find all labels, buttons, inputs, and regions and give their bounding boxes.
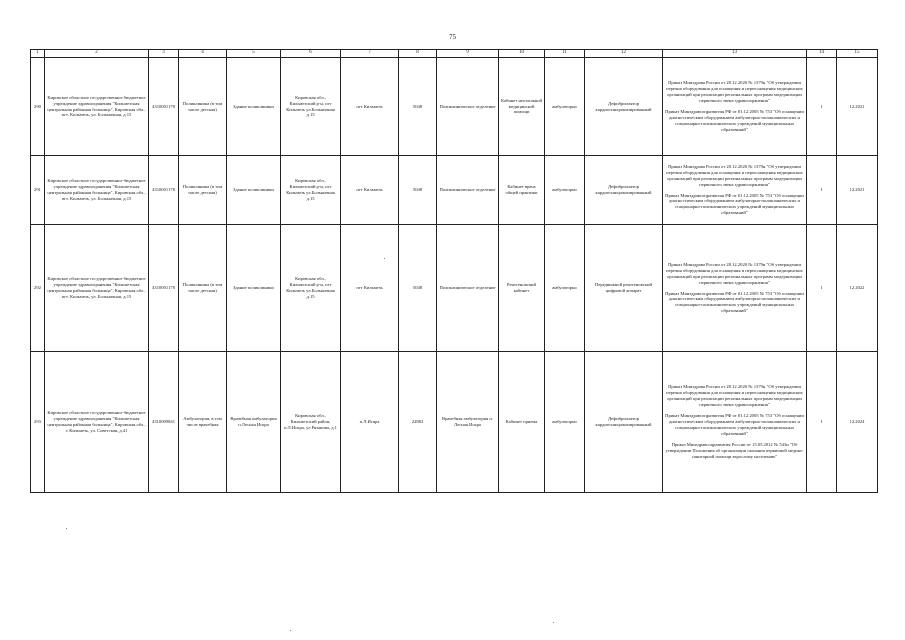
column-header: 12 xyxy=(585,50,663,58)
column-header: 1 xyxy=(31,50,45,58)
care-type-cell: амбулаторно xyxy=(545,58,585,156)
equipment-cell: Дефибриллятор кардиосинхронизированный xyxy=(585,352,663,493)
care-type-cell: амбулаторно xyxy=(545,156,585,225)
locality-cell: пгт Кильмезь xyxy=(341,225,399,352)
column-header: 10 xyxy=(499,50,545,58)
equipment-cell: Передвижной рентгеновский цифровой аппарат xyxy=(585,225,663,352)
column-header: 9 xyxy=(437,50,499,58)
column-header: 8 xyxy=(399,50,437,58)
basis-paragraph: Приказ Минздравсоцразвития РФ от 01.12.2005 № 753 "Об оснащении диагностическим оборудованием амбулаторно-поликлинических и стационарно-поликлинических учреждений муниципальных образований" xyxy=(665,109,804,132)
cabinet-cell: Кабинет врача общей практики xyxy=(499,156,545,225)
building-cell: Здание поликлиники xyxy=(227,156,281,225)
oktmo-cell: 5048 xyxy=(399,58,437,156)
table-row xyxy=(31,352,878,493)
basis-paragraph: Приказ Минздравсоцразвития России от 15.05.2012 № 543н "Об утверждении Положения об организации оказания первичной медико-санитарной помощи взрослому населению" xyxy=(665,441,804,459)
date-cell: 12.2021 xyxy=(837,58,878,156)
table-row xyxy=(31,225,878,352)
institution-cell: Кировское областное государственное бюджетное учреждение здравоохранения "Кильмезская центральная районная больница", Кировская обл., г. Кильмезь, ул. Советская, д.41 xyxy=(45,352,149,493)
date-cell: 12.2024 xyxy=(837,352,878,493)
building-cell: Здание поликлиники xyxy=(227,58,281,156)
address-cell: Кировская обл., Кильмезский район, п.Л.Искра, ул Рязанова, д.1 xyxy=(281,352,341,493)
department-cell: Поликлиническое отделение xyxy=(437,156,499,225)
locality-cell: пгт Кильмезь xyxy=(341,58,399,156)
code-cell: 4310001178 xyxy=(149,225,179,352)
care-type-cell: амбулаторно xyxy=(545,352,585,493)
column-header: 3 xyxy=(149,50,179,58)
department-cell: Врачебная амбулатория п. Лесная Искра xyxy=(437,352,499,493)
column-header: 6 xyxy=(281,50,341,58)
scan-speck xyxy=(553,622,554,623)
unit-cell: Поликлиника (в том числе детская) xyxy=(179,156,227,225)
equipment-cell: Дефибриллятор кардиосинхронизированный xyxy=(585,58,663,156)
column-header: 4 xyxy=(179,50,227,58)
code-cell: 4310001178 xyxy=(149,58,179,156)
locality-cell: пгт Кильмезь xyxy=(341,156,399,225)
basis-paragraph: Приказ Минздрава России от 28.12.2020 № 1379н "Об утверждении перечня оборудования для оснащения и переоснащения медицинских организаций при реализации региональных программ модернизации первичного звена здравоохранения" xyxy=(666,163,803,187)
basis-paragraph: Приказ Минздравсоцразвития РФ от 01.12.2005 № 753 "Об оснащении диагностическим оборудованием амбулаторно-поликлинических и стационарно-поликлинических учреждений муниципальных образований" xyxy=(665,192,804,216)
building-cell: Врачебная амбулатория п.Лесная Искра xyxy=(227,352,281,493)
row-number: 290 xyxy=(31,58,45,156)
basis-paragraph: Приказ Минздравсоцразвития РФ от 01.12.2005 № 753 "Об оснащении диагностическим оборудованием амбулаторно-поликлинических и стационарно-поликлинических учреждений муниципальных образований" xyxy=(665,290,804,314)
unit-cell: Поликлиника (в том числе детская) xyxy=(179,225,227,352)
equipment-table xyxy=(30,49,878,493)
quantity-cell: 1 xyxy=(807,225,837,352)
page-number: 75 xyxy=(449,33,456,41)
header-row xyxy=(31,50,878,58)
column-header: 15 xyxy=(837,50,878,58)
unit-cell: Амбулатория, в том числе врачебная xyxy=(179,352,227,493)
basis-cell xyxy=(663,225,807,352)
scan-speck xyxy=(384,258,385,259)
locality-cell: п.Л.Искра xyxy=(341,352,399,493)
cabinet-cell: Кабинет неотложной медицинской помощи xyxy=(499,58,545,156)
cabinet-cell: Рентгеновский кабинет xyxy=(499,225,545,352)
table-row xyxy=(31,58,878,156)
date-cell: 12.2021 xyxy=(837,156,878,225)
scan-speck xyxy=(290,630,291,631)
institution-cell: Кировское областное государственное бюджетное учреждение здравоохранения "Кильмезская центральная районная больница", Кировская обл., пгт. Кильмезь, ул. Больничная, д.15 xyxy=(45,156,149,225)
basis-paragraph: Приказ Минздрава России от 28.12.2020 № 1379н "Об утверждении перечня оборудования для оснащения и переоснащения медицинских организаций при реализации региональных программ модернизации первичного звена здравоохранения" xyxy=(666,384,803,408)
column-header: 7 xyxy=(341,50,399,58)
building-cell: Здание поликлиники xyxy=(227,225,281,352)
address-cell: Кировская обл., Кильмезский р-н, пгт Кильмезь ул.Больничная д.15 xyxy=(281,156,341,225)
column-header: 2 xyxy=(45,50,149,58)
equipment-cell: Дефибриллятор кардиосинхронизированный xyxy=(585,156,663,225)
basis-paragraph: Приказ Минздрава России от 28.12.2020 № 1379н "Об утверждении перечня оборудования для оснащения и переоснащения медицинских организаций при реализации региональных программ модернизации первичного звена здравоохранения" xyxy=(666,80,803,104)
quantity-cell: 1 xyxy=(807,58,837,156)
quantity-cell: 1 xyxy=(807,352,837,493)
row-number: 291 xyxy=(31,156,45,225)
institution-cell: Кировское областное государственное бюджетное учреждение здравоохранения "Кильмезская центральная районная больница", Кировская обл., пгт. Кильмезь, ул. Больничная, д.15 xyxy=(45,58,149,156)
row-number: 293 xyxy=(31,352,45,493)
department-cell: Поликлиническое отделение xyxy=(437,58,499,156)
basis-paragraph: Приказ Минздравсоцразвития РФ от 01.12.2005 № 753 "Об оснащении диагностическим оборудованием амбулаторно-поликлинических и стационарно-поликлинических учреждений муниципальных образований" xyxy=(665,413,804,436)
basis-cell xyxy=(663,352,807,493)
table-row xyxy=(31,156,878,225)
oktmo-cell: 5048 xyxy=(399,156,437,225)
basis-cell xyxy=(663,58,807,156)
column-header: 5 xyxy=(227,50,281,58)
address-cell: Кировская обл., Кильмезский р-н, пгт Кильмезь ул.Больничная д.15 xyxy=(281,225,341,352)
cabinet-cell: Кабинет приема xyxy=(499,352,545,493)
quantity-cell: 1 xyxy=(807,156,837,225)
oktmo-cell: 22882 xyxy=(399,352,437,493)
column-header: 14 xyxy=(807,50,837,58)
care-type-cell: амбулаторно xyxy=(545,225,585,352)
column-header: 13 xyxy=(663,50,807,58)
department-cell: Поликлиническое отделение xyxy=(437,225,499,352)
basis-paragraph: Приказ Минздрава России от 28.12.2020 № 1379н "Об утверждении перечня оборудования для оснащения и переоснащения медицинских организаций при реализации региональных программ модернизации первичного звена здравоохранения" xyxy=(666,261,803,285)
oktmo-cell: 5048 xyxy=(399,225,437,352)
unit-cell: Поликлиника (в том числе детская) xyxy=(179,58,227,156)
date-cell: 12.2022 xyxy=(837,225,878,352)
column-header: 11 xyxy=(545,50,585,58)
code-cell: 4310001178 xyxy=(149,156,179,225)
code-cell: 4310009841 xyxy=(149,352,179,493)
scan-speck xyxy=(66,528,67,529)
institution-cell: Кировское областное государственное бюджетное учреждение здравоохранения "Кильмезская центральная районная больница", Кировская обл., пгт. Кильмезь, ул. Больничная, д.15 xyxy=(45,225,149,352)
basis-cell xyxy=(663,156,807,225)
address-cell: Кировская обл., Кильмезский р-н, пгт Кильмезь ул.Больничная д.15 xyxy=(281,58,341,156)
row-number: 292 xyxy=(31,225,45,352)
